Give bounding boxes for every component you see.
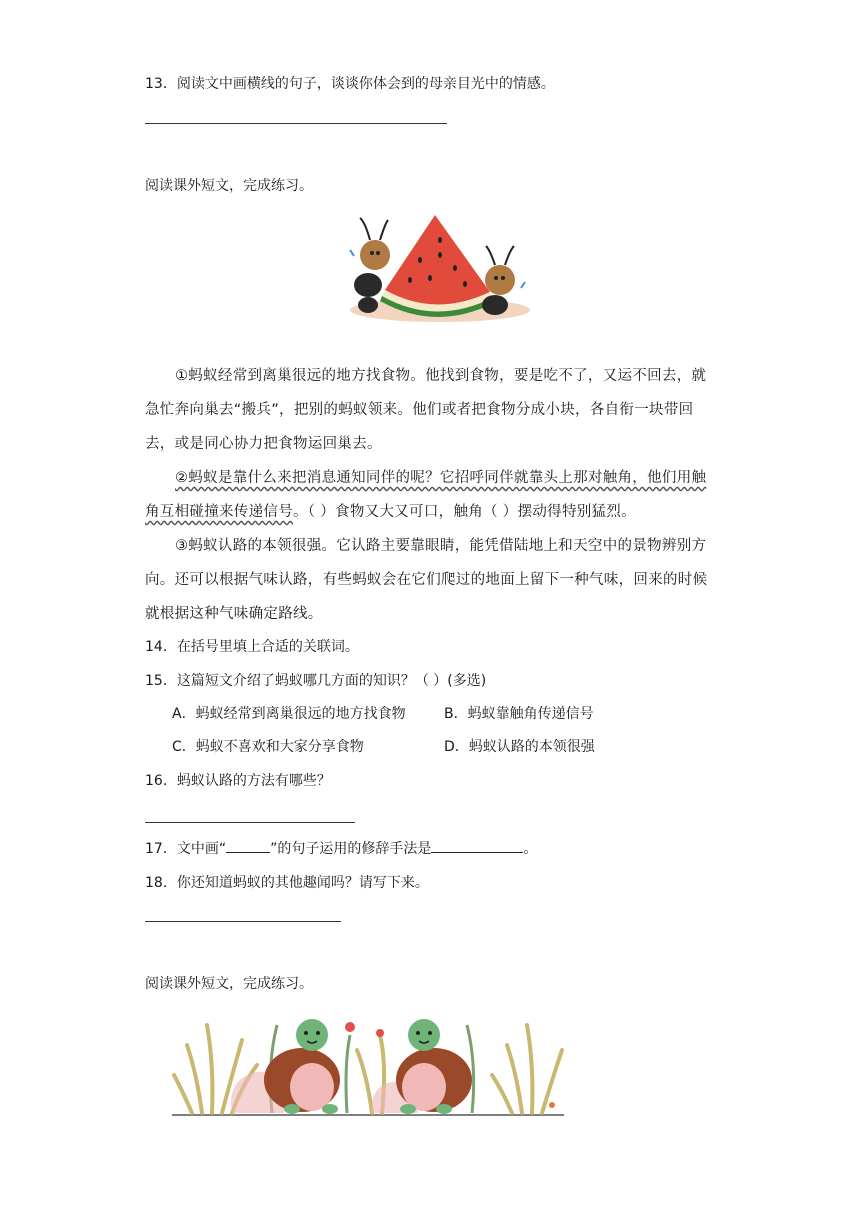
option-a[interactable]: A．蚂蚁经常到离巢很远的地方找食物 (172, 706, 406, 722)
option-c[interactable]: C．蚂蚁不喜欢和大家分享食物 (172, 739, 364, 755)
question-14: 14．在括号里填上合适的关联词。 (145, 639, 359, 655)
rhetoric-answer-blank[interactable] (431, 838, 523, 853)
option-b[interactable]: B．蚂蚁靠触角传递信号 (444, 706, 594, 722)
answer-line-18[interactable] (145, 921, 341, 922)
passage-paragraph-1: ①蚂蚁经常到离巢很远的地方找食物。他找到食物，要是吃不了，又运不回去，就急忙奔向巢去“搬兵”，把别的蚂蚁领来。他们或者把食物分成小块，各自衔一块带回去，或是同心协力把食物运回巢去。 (145, 368, 707, 452)
answer-line-13[interactable] (145, 123, 447, 124)
question-17 (145, 838, 537, 859)
option-d[interactable]: D．蚂蚁认路的本领很强 (444, 739, 595, 755)
question-16: 16．蚂蚁认路的方法有哪些？ (145, 773, 331, 789)
question-15: 15．这篇短文介绍了蚂蚁哪几方面的知识？（ ）(多选) (145, 673, 487, 689)
passage-paragraph-2 (145, 461, 720, 529)
ants-watermelon-illustration (340, 210, 530, 325)
question-18: 18．你还知道蚂蚁的其他趣闻吗？请写下来。 (145, 875, 429, 891)
q17-prefix: 17．文中画“ (145, 841, 227, 857)
section-instruction: 阅读课外短文，完成练习。 (145, 178, 313, 194)
answer-line-16[interactable] (145, 822, 355, 823)
q17-middle: ”的句子运用的修辞手法是 (270, 841, 432, 857)
paragraph-2-fill-blanks: 。（ ）食物又大又可口，触角（ ）摆动得特别猛烈。 (293, 504, 636, 520)
wavy-underlined-sentence: ②蚂蚁是靠什么来把消息通知同伴的呢？它招呼同伴就靠头上那对触角，他们用触角互相碰撞来传递信号 (145, 470, 707, 520)
section-instruction-2: 阅读课外短文，完成练习。 (145, 976, 313, 992)
underline-marker (226, 838, 270, 853)
question-13: 13．阅读文中画横线的句子，谈谈你体会到的母亲目光中的情感。 (145, 76, 555, 92)
turtles-illustration (172, 1005, 564, 1120)
q17-suffix: 。 (523, 841, 538, 857)
passage-paragraph-3: ③蚂蚁认路的本领很强。它认路主要靠眼睛，能凭借陆地上和天空中的景物辨别方向。还可以根据气味认路，有些蚂蚁会在它们爬过的地面上留下一种气味，回来的时候就根据这种气味确定路线。 (145, 538, 708, 622)
